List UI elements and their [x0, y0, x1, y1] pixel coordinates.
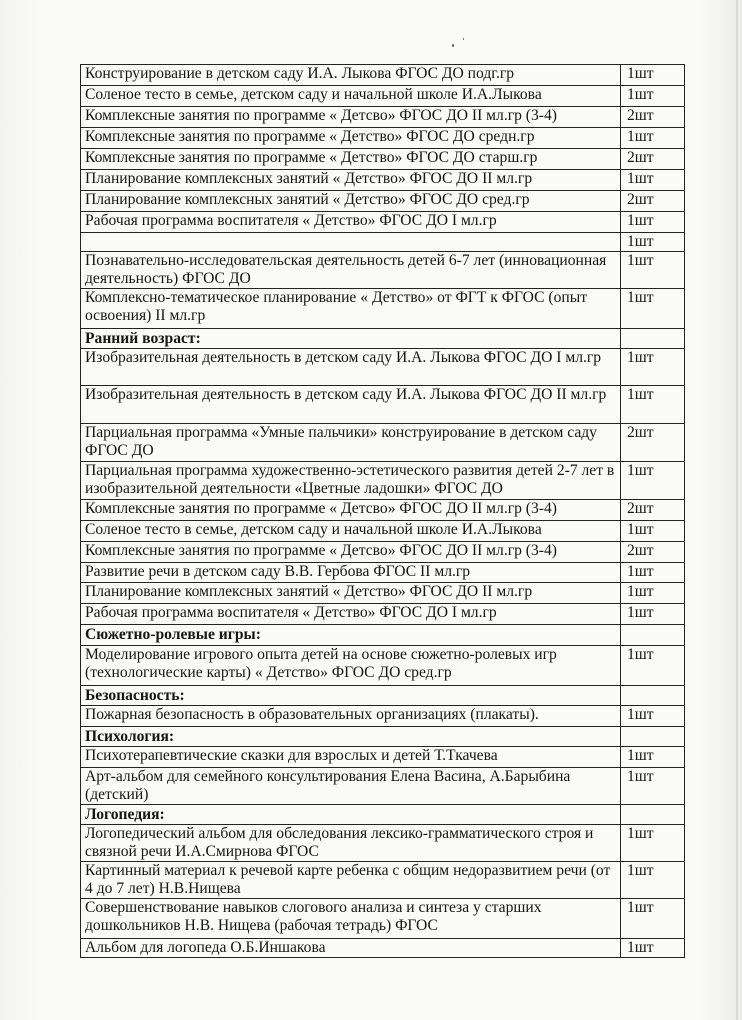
table-row — [81, 706, 685, 727]
quantity-cell: 1шт — [621, 899, 685, 939]
quantity-cell — [621, 625, 685, 646]
quantity-cell: 1шт — [621, 170, 685, 191]
quantity-cell — [621, 329, 685, 349]
quantity-cell: 1шт — [621, 212, 685, 233]
quantity-cell: 1шт — [621, 706, 685, 727]
quantity-cell: 1шт — [621, 939, 685, 958]
quantity-cell: 1шт — [621, 768, 685, 805]
table-row — [81, 899, 685, 939]
table-row — [81, 128, 685, 149]
book-title-cell: Изобразительная деятельность в детском саду И.А. Лыкова ФГОС ДО I мл.гр — [81, 349, 621, 386]
quantity-cell: 1шт — [621, 462, 685, 500]
book-title-cell: Совершенствование навыков слогового анализа и синтеза у старших дошкольников Н.В. Нищева (рабочая тетрадь) ФГОС — [81, 899, 621, 939]
table-row — [81, 149, 685, 170]
book-title-cell: Пожарная безопасность в образовательных организациях (плакаты). — [81, 706, 621, 727]
inventory-table — [80, 64, 685, 958]
table-row — [81, 563, 685, 583]
table-row — [81, 462, 685, 500]
table-row — [81, 233, 685, 252]
book-title-cell: Изобразительная деятельность в детском саду И.А. Лыкова ФГОС ДО II мл.гр — [81, 386, 621, 424]
quantity-cell: 1шт — [621, 386, 685, 424]
book-title-cell: Комплексные занятия по программе « Детство» ФГОС ДО старш.гр — [81, 149, 621, 170]
table-row — [81, 604, 685, 625]
section-title: Безопасность: — [81, 686, 621, 706]
inventory-table-body — [81, 65, 685, 958]
book-title-cell: Рабочая программа воспитателя « Детство» ФГОС ДО I мл.гр — [81, 604, 621, 625]
book-title-cell: Комплексные занятия по программе « Детство» ФГОС ДО средн.гр — [81, 128, 621, 149]
quantity-cell: 1шт — [621, 862, 685, 899]
quantity-cell: 1шт — [621, 86, 685, 107]
table-row — [81, 747, 685, 768]
quantity-cell: 1шт — [621, 825, 685, 862]
quantity-cell: 1шт — [621, 65, 685, 86]
quantity-cell: 1шт — [621, 521, 685, 542]
book-title-cell: Комплексные занятия по программе « Детсво» ФГОС ДО II мл.гр (3-4) — [81, 500, 621, 521]
section-title: Ранний возраст: — [81, 329, 621, 349]
book-title-cell: Планирование комплексных занятий « Детство» ФГОС ДО II мл.гр — [81, 170, 621, 191]
quantity-cell: 1шт — [621, 233, 685, 252]
quantity-cell — [621, 686, 685, 706]
book-title-cell: Парциальная программа художественно-эстетического развития детей 2-7 лет в изобразительной деятельности «Цветные ладошки» ФГОС ДО — [81, 462, 621, 500]
book-title-cell: Соленое тесто в семье, детском саду и начальной школе И.А.Лыкова — [81, 521, 621, 542]
book-title-cell — [81, 233, 621, 252]
quantity-cell: 1шт — [621, 747, 685, 768]
quantity-cell: 2шт — [621, 500, 685, 521]
book-title-cell: Арт-альбом для семейного консультирования Елена Васина, А.Барыбина (детский) — [81, 768, 621, 805]
table-row — [81, 86, 685, 107]
book-title-cell: Комплексно-тематическое планирование « Детство» от ФГТ к ФГОС (опыт освоения) II мл.гр — [81, 289, 621, 329]
book-title-cell: Конструирование в детском саду И.А. Лыкова ФГОС ДО подг.гр — [81, 65, 621, 86]
table-row — [81, 768, 685, 805]
table-row — [81, 424, 685, 462]
table-row — [81, 212, 685, 233]
section-header-row — [81, 727, 685, 747]
quantity-cell — [621, 805, 685, 825]
quantity-cell: 1шт — [621, 128, 685, 149]
quantity-cell: 2шт — [621, 107, 685, 128]
table-row — [81, 349, 685, 386]
book-title-cell: Картинный материал к речевой карте ребенка с общим недоразвитием речи (от 4 до 7 лет) Н.В.Нищева — [81, 862, 621, 899]
book-title-cell: Познавательно-исследовательская деятельность детей 6-7 лет (инновационная деятельность) ФГОС ДО — [81, 252, 621, 289]
quantity-cell: 1шт — [621, 289, 685, 329]
book-title-cell: Рабочая программа воспитателя « Детство» ФГОС ДО I мл.гр — [81, 212, 621, 233]
section-header-row — [81, 686, 685, 706]
quantity-cell: 1шт — [621, 583, 685, 604]
book-title-cell: Комплексные занятия по программе « Детсво» ФГОС ДО II мл.гр (3-4) — [81, 107, 621, 128]
quantity-cell: 1шт — [621, 252, 685, 289]
table-row — [81, 542, 685, 563]
table-row — [81, 289, 685, 329]
table-row — [81, 170, 685, 191]
book-title-cell: Парциальная программа «Умные пальчики» конструирование в детском саду ФГОС ДО — [81, 424, 621, 462]
book-title-cell: Соленое тесто в семье, детском саду и начальной школе И.А.Лыкова — [81, 86, 621, 107]
book-title-cell: Планирование комплексных занятий « Детство» ФГОС ДО сред.гр — [81, 191, 621, 212]
book-title-cell: Планирование комплексных занятий « Детство» ФГОС ДО II мл.гр — [81, 583, 621, 604]
table-row — [81, 862, 685, 899]
quantity-cell: 1шт — [621, 563, 685, 583]
table-row — [81, 386, 685, 424]
table-row — [81, 65, 685, 86]
table-row — [81, 500, 685, 521]
quantity-cell: 2шт — [621, 149, 685, 170]
table-row — [81, 646, 685, 686]
table-row — [81, 107, 685, 128]
table-row — [81, 939, 685, 958]
book-title-cell: Комплексные занятия по программе « Детсво» ФГОС ДО II мл.гр (3-4) — [81, 542, 621, 563]
quantity-cell: 2шт — [621, 542, 685, 563]
quantity-cell: 2шт — [621, 424, 685, 462]
scan-speck — [452, 44, 454, 47]
section-title: Сюжетно-ролевые игры: — [81, 625, 621, 646]
section-header-row — [81, 329, 685, 349]
quantity-cell: 1шт — [621, 646, 685, 686]
page-edge-shadow — [736, 0, 738, 1020]
table-row — [81, 521, 685, 542]
book-title-cell: Логопедический альбом для обследования лексико-грамматического строя и связной речи И.А.Смирнова ФГОС — [81, 825, 621, 862]
section-title: Логопедия: — [81, 805, 621, 825]
section-header-row — [81, 625, 685, 646]
table-row — [81, 191, 685, 212]
table-row — [81, 252, 685, 289]
section-header-row — [81, 805, 685, 825]
book-title-cell: Психотерапевтические сказки для взрослых и детей Т.Ткачева — [81, 747, 621, 768]
quantity-cell: 2шт — [621, 191, 685, 212]
book-title-cell: Развитие речи в детском саду В.В. Гербова ФГОС II мл.гр — [81, 563, 621, 583]
section-title: Психология: — [81, 727, 621, 747]
table-row — [81, 583, 685, 604]
quantity-cell: 1шт — [621, 604, 685, 625]
scan-speck — [463, 38, 464, 40]
book-title-cell: Альбом для логопеда О.Б.Иншакова — [81, 939, 621, 958]
book-title-cell: Моделирование игрового опыта детей на основе сюжетно-ролевых игр (технологические карты) « Детство» ФГОС ДО сред.гр — [81, 646, 621, 686]
quantity-cell — [621, 727, 685, 747]
table-row — [81, 825, 685, 862]
quantity-cell: 1шт — [621, 349, 685, 386]
